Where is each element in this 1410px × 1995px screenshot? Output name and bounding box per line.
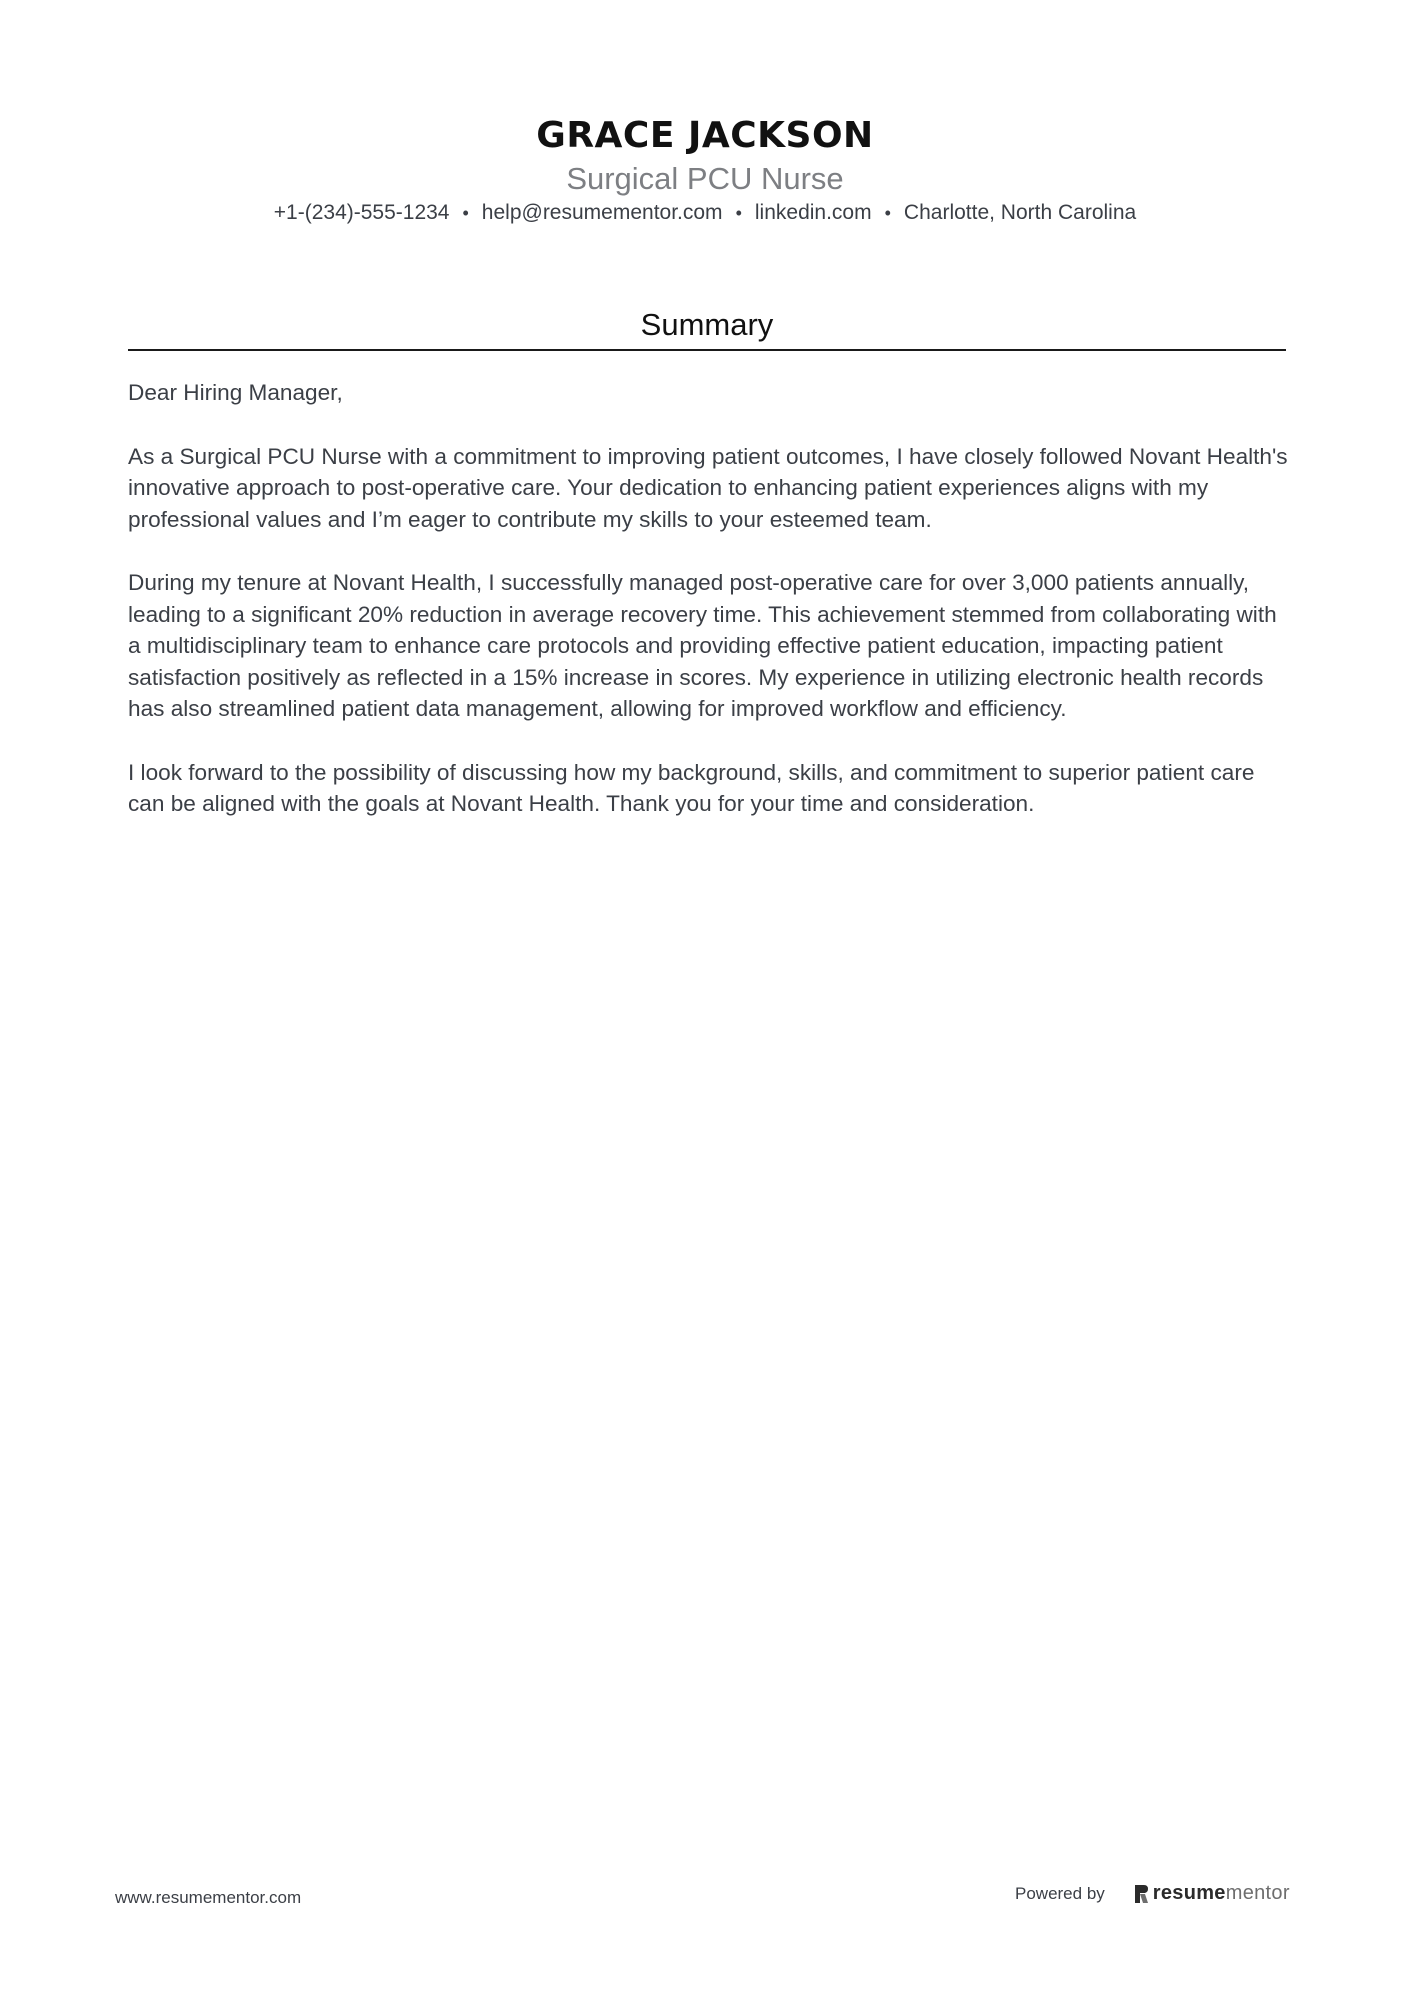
contact-separator: • [735, 203, 742, 223]
contact-location: Charlotte, North Carolina [903, 201, 1137, 224]
letter-paragraph: As a Surgical PCU Nurse with a commitment to improving patient outcomes, I have closely followed Novant Health's innovative approach to post-operative care. Your dedication to enhancing patient experiences aligns with my professional values and I’m eager to contribute my skills to your esteemed team. [128, 443, 1288, 532]
contact-linkedin[interactable]: linkedin.com [754, 201, 872, 224]
footer-branding [1015, 1882, 1290, 1905]
logo-text-mentor: mentor [1225, 1882, 1290, 1904]
candidate-name: GRACE JACKSON [536, 115, 874, 156]
contact-email[interactable]: help@resumementor.com [481, 201, 723, 224]
footer-website[interactable]: www.resumementor.com [115, 1888, 302, 1907]
contact-phone: +1-(234)-555-1234 [273, 201, 450, 224]
resumementor-logo-icon [1133, 1884, 1149, 1904]
section-heading-summary: Summary [128, 303, 1286, 351]
job-title: Surgical PCU Nurse [566, 161, 844, 196]
logo-text-resume: resume [1152, 1882, 1226, 1904]
letter-paragraph: During my tenure at Novant Health, I successfully managed post-operative care for over 3,000 patients annually, leading to a significant 20% reduction in average recovery time. This achievement stemmed from collaborating with a multidisciplinary team to enhance care protocols and providing effective patient education, impacting patient satisfaction positively as reflected in a 15% increase in scores. My experience in utilizing electronic health records has also streamlined patient data management, allowing for improved workflow and efficiency. [128, 570, 1277, 721]
resumementor-logo[interactable] [1133, 1882, 1290, 1905]
contact-separator: • [884, 203, 891, 223]
contact-line [0, 198, 1410, 228]
letter-paragraph: I look forward to the possibility of discussing how my background, skills, and commitment to superior patient care can be aligned with the goals at Novant Health. Thank you for your time and consideration. [128, 759, 1255, 816]
letter-body [128, 377, 1293, 852]
resume-header [0, 112, 1410, 228]
contact-separator: • [462, 203, 469, 223]
letter-salutation: Dear Hiring Manager, [128, 380, 343, 405]
powered-by-label: Powered by [1015, 1883, 1105, 1903]
